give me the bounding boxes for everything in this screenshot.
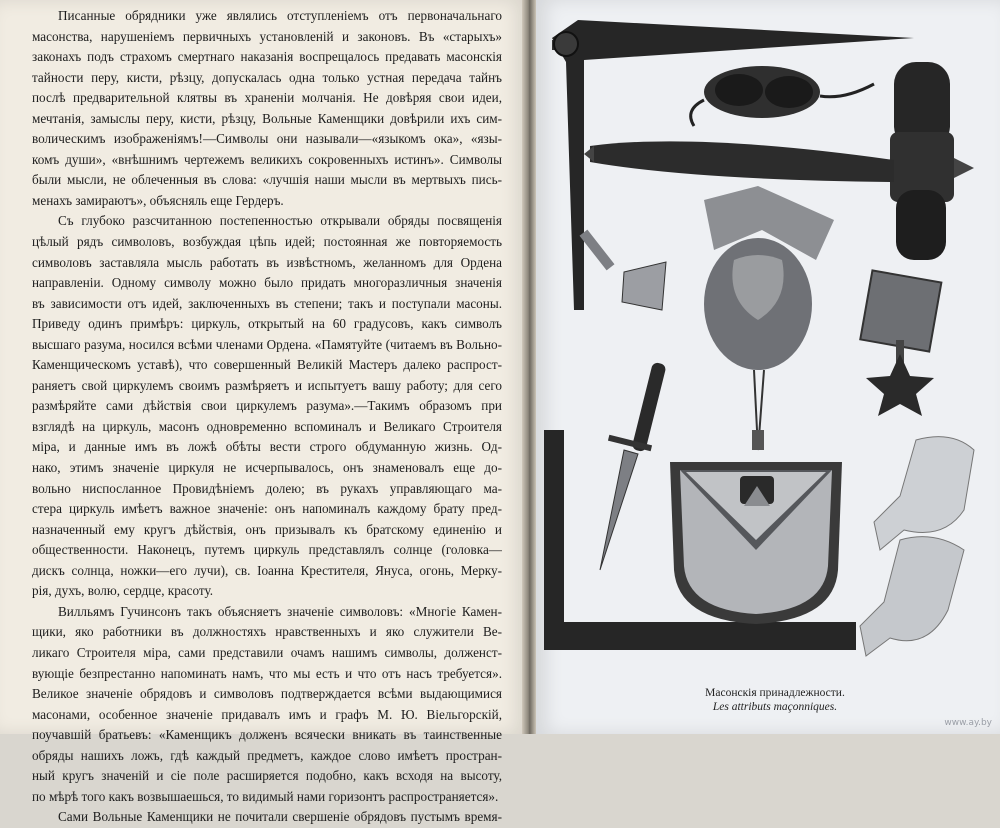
text-line: въ зависимости отъ идей, заключенныхъ въ степени; такъ и поступали масоны.: [32, 295, 502, 311]
text-line: назначенный ему кругъ дѣйствія, онъ призывалъ къ братскому единенію и: [32, 521, 502, 537]
text-line: менахъ замираютъ», объясняль еще Гердеръ.: [32, 192, 284, 208]
text-line: Великое значеніе обрядовъ и символовъ подтверждается всѣми выдающимися: [32, 686, 502, 702]
text-line: вольно ниспосланное Провидѣніемъ долею; въ рукахъ управляющаго ма-: [32, 480, 502, 496]
text-line: Сами Вольные Каменщики не почитали свершеніе обрядовъ пустымъ время-: [58, 809, 502, 825]
trowel-image: [580, 230, 666, 310]
masonic-attributes-plate: [544, 10, 992, 690]
medal-image: [860, 270, 941, 416]
text-line: были мысли, не облеченныя въ слова: «лучшія наши мысли въ мертвыхъ пись-: [32, 172, 502, 188]
text-line: направленіи. Одному символу можно было придать многоразличныя значенія: [32, 275, 502, 291]
text-line: размѣряйте сами дѣйствія свои циркулемъ разума».—Такимъ образомъ при: [32, 398, 502, 414]
text-line: цѣлый рядъ символовъ, возбуждая цѣпь идей; постоянная же повторяемость: [32, 234, 502, 250]
text-line: тайности перу, кисти, рѣзцу, допускалась одна только устная передача тайнъ: [32, 69, 502, 85]
text-line: Писанные обрядники уже являлись отступленіемъ отъ первоначальнаго: [58, 8, 502, 23]
text-line: послѣ предварительной клятвы въ храненіи молчанія. Не довѣряя свои идеи,: [32, 90, 502, 106]
dagger-image: [600, 362, 667, 570]
text-line: высшаго разума, носился всѣми членами Ордена. «Памятуйте (читаемъ въ Вольно-: [32, 336, 502, 352]
text-line: Съ глубоко разсчитанною постепенностью открывали обряды посвященія: [58, 213, 502, 229]
text-line: ликаго Строителя міра, сами представили очамъ нашимъ символы, долженст-: [32, 644, 502, 660]
text-line: вующіе безпрестанно напоминать намъ, что мы есть и что отъ насъ требуется».: [32, 665, 502, 681]
body-text: [32, 6, 502, 828]
text-line: дискъ солнца, ножки—его лучи), св. Іоанна Крестителя, Януса, огонь, Мерку-: [32, 562, 502, 578]
text-line: масонства, нарушеніемъ первичныхъ установленій и законовъ. Въ «старыхъ»: [32, 28, 502, 44]
text-line: поучавшій братьевъ: «Каменщикъ долженъ всячески вникать въ таинственные: [32, 727, 502, 743]
apron-image: [670, 462, 842, 624]
text-line: обряды нашихъ ложъ, гдѣ каждый предметъ, каждое слово имѣетъ простран-: [32, 747, 502, 763]
text-line: Вилльямъ Гучинсонъ такъ объясняетъ значеніе символовъ: «Многіе Камен-: [58, 603, 502, 619]
text-line: Приведу одинъ примѣръ: циркуль, открытый на 60 градусовъ, какъ символъ: [32, 316, 502, 332]
book-gutter: [522, 0, 536, 734]
blindfold-image: [691, 66, 874, 126]
plate-caption: [660, 686, 890, 714]
text-line: стера циркуль имѣетъ важное значеніе: онъ напоминалъ каждому брату пред-: [32, 501, 502, 517]
text-line: символовъ заставляла мысль работать въ извѣстномъ, желанномъ для Ордена: [32, 254, 502, 270]
text-line: по мѣрѣ того какъ возвышаешься, то видимый нами горизонтъ распространяется».: [32, 788, 499, 804]
text-line: щики, яко работники въ должностяхъ нравственныхъ и яко служители Ве-: [32, 624, 502, 640]
gloves-image: [860, 437, 974, 656]
caption-russian: Масонскія принадлежности.: [705, 687, 845, 699]
sash-image: [704, 186, 834, 450]
text-line: общественности. Наконецъ, путемъ циркуль представлялъ солнце (головка—: [32, 542, 502, 558]
text-line: взглядѣ на циркуль, масонъ одновременно вспоминалъ и Великаго Строителя: [32, 418, 502, 434]
text-line: масонами, особенное значеніе придавалъ имъ и графъ М. Ю. Віельгорскій,: [32, 706, 502, 722]
text-line: нако, этимъ значеніе циркуля не исчерпывалось, онъ знаменовалъ еще до-: [32, 460, 502, 476]
text-line: Каменщическомъ уставѣ), что совершенный Великій Мастеръ далеко распрост-: [32, 357, 502, 373]
text-line: раняетъ свой циркулемъ своимъ размѣряетъ и испытуетъ вашу работу; для сего: [32, 377, 502, 393]
text-line: комъ души», «внѣшнимъ чертежемъ великихъ сокровенныхъ истинъ». Символы: [32, 151, 502, 167]
text-line: законахъ подъ страхомъ смертнаго наказанія воспрещалось предавать масонскія: [32, 49, 502, 65]
caption-french: Les attributs maçonniques.: [712, 701, 838, 713]
text-line: волическимъ изображеніямъ!—Символы они называли—«языкомъ ока», «язы-: [32, 131, 502, 147]
text-line: мечтанія, замыслы перу, кисти, рѣзцу, Вольные Каменщики довѣрили ихъ сим-: [32, 110, 502, 126]
text-line: ный кругъ значеній и сіе поле расширяется подобно, какъ всходя на высоту,: [32, 768, 502, 784]
watermark: www.ay.by: [944, 718, 992, 728]
text-line: рія, духъ, волю, сердце, красоту.: [32, 583, 214, 599]
text-line: міра, и данные имъ въ ложѣ обѣты вести строго обдуманную жизнь. Од-: [32, 439, 502, 455]
